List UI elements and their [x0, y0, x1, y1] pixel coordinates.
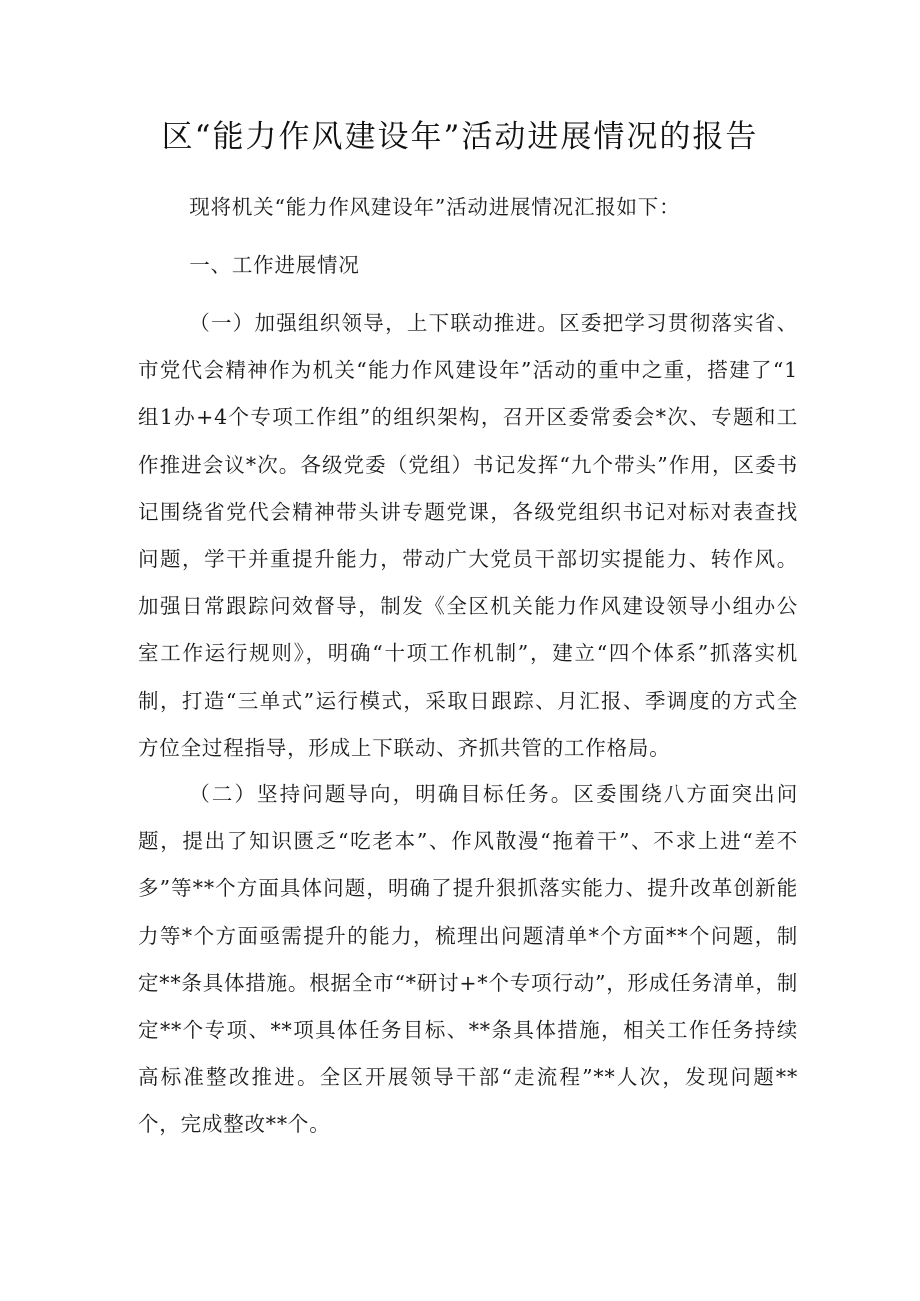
- section-heading: 一、工作进展情况: [189, 253, 360, 277]
- paragraph-1: （一）加强组织领导，上下联动推进。区委把学习贯彻落实省、市党代会精神作为机关“能力作风建设年”活动的重中之重，搭建了“1组1办+4个专项工作组”的组织架构，召开区委常委会*次、专题和工作推进会议*次。各级党委（党组）书记发挥“九个带头”作用，区委书记围绕省党代会精神带头讲专题党课，各级党组织书记对标对表查找问题，学干并重提升能力，带动广大党员干部切实提能力、转作风。加强日常跟踪问效督导，制发《全区机关能力作风建设领导小组办公室工作运行规则》，明确“十项工作机制”，建立“四个体系”抓落实机制，打造“三单式”运行模式，采取日跟踪、月汇报、季调度的方式全方位全过程指导，形成上下联动、齐抓共管的工作格局。: [138, 311, 798, 760]
- document-title: 区“能力作风建设年”活动进展情况的报告: [161, 119, 759, 155]
- intro-paragraph: 现将机关“能力作风建设年”活动进展情况汇报如下：: [189, 195, 681, 219]
- paragraph-2: （二）坚持问题导向，明确目标任务。区委围绕八方面突出问题，提出了知识匮乏“吃老本”、作风散漫“拖着干”、不求上进“差不多”等**个方面具体问题，明确了提升狠抓落实能力、提升改革创新能力等*个方面亟需提升的能力，梳理出问题清单*个方面**个问题，制定**条具体措施。根据全市“*研讨+*个专项行动”，形成任务清单，制定**个专项、**项具体任务目标、**条具体措施，相关工作任务持续高标准整改推进。全区开展领导干部“走流程”**人次，发现问题**个，完成整改**个。: [138, 782, 798, 1137]
